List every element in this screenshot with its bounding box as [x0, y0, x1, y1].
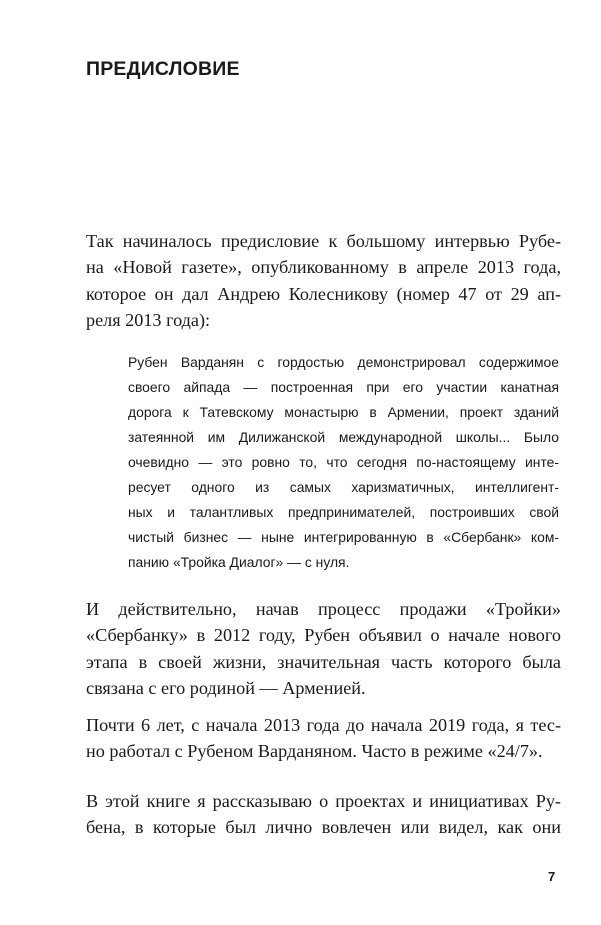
quote-line: ресует одного из самых харизматичных, интеллигент- [128, 479, 559, 495]
text-line: связана с его родиной — Арменией. [86, 677, 366, 698]
quote-line: чистый бизнес — ныне интегрированную в «Сбербанк» ком- [128, 529, 559, 545]
page-number: 7 [548, 869, 556, 884]
text-line: на «Новой газете», опубликованному в апреле 2013 года, [86, 257, 561, 278]
paragraph-years [86, 712, 561, 765]
text-line: В этой книге я рассказываю о проектах и инициативах Ру- [86, 791, 561, 811]
text-line: бена, в которые был лично вовлечен или видел, как они [86, 817, 561, 838]
quote-line: панию «Тройка Диалог» — с нуля. [128, 554, 350, 570]
text-line: этапа в своей жизни, значительная часть которого была [86, 651, 561, 672]
quote-line: Рубен Варданян с гордостью демонстрировал содержимое [128, 354, 559, 370]
text-line: «Сбербанку» в 2012 году, Рубен объявил о начале нового [86, 625, 561, 646]
paragraph-sale [86, 596, 561, 701]
quote-line: ных и талантливых предпринимателей, построивших свой [128, 504, 559, 520]
text-line: Почти 6 лет, с начала 2013 года до начала 2019 года, я тес- [86, 715, 561, 735]
quote-line: затеянной им Дилижанской международной школы... Было [128, 429, 559, 445]
paragraph-book [86, 788, 561, 841]
quote-line: очевидно — это ровно то, что сегодня по-настоящему инте- [128, 454, 559, 470]
chapter-heading: ПРЕДИСЛОВИЕ [86, 58, 240, 80]
intro-paragraph [86, 228, 561, 333]
quote-line: своего айпада — построенная при его участии канатная [128, 379, 559, 395]
text-line: которое он дал Андрею Колесникову (номер 47 от 29 ап- [86, 283, 561, 304]
text-line: реля 2013 года): [86, 309, 211, 330]
text-line: Так начиналось предисловие к большому интервью Рубе- [86, 231, 561, 251]
quote-line: дорога к Татевскому монастырю в Армении, проект зданий [128, 404, 559, 420]
text-line: но работал с Рубеном Варданяном. Часто в режиме «24/7». [86, 741, 543, 762]
interview-quote [128, 350, 559, 575]
text-line: И действительно, начав процесс продажи «Тройки» [86, 599, 561, 619]
